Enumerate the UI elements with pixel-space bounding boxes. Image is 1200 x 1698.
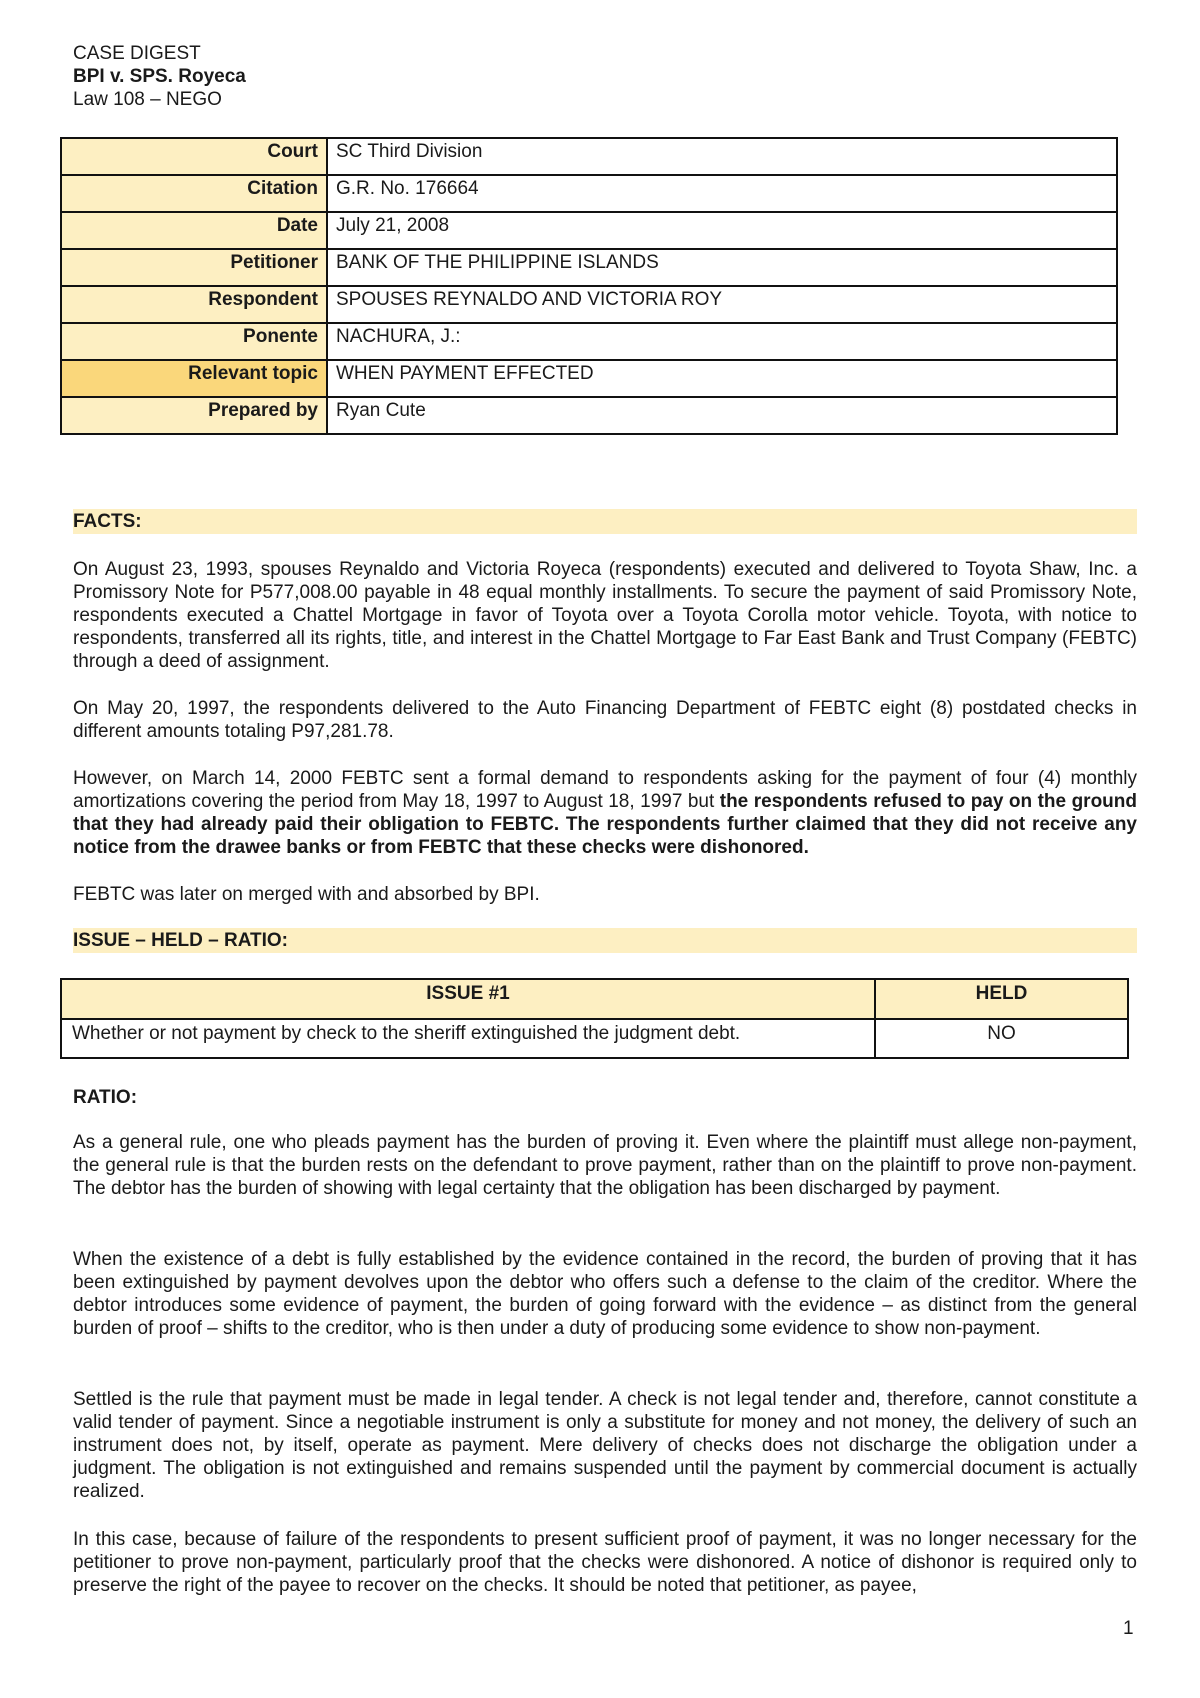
- case-info-label: Relevant topic: [61, 360, 327, 397]
- ratio-paragraph-3: Settled is the rule that payment must be made in legal tender. A check is not legal tender and, therefore, cannot constitute a valid tender of payment. Since a negotiable instrument is only a substitute for money and not money, the delivery of such an instrument does not, by itself, operate as payment. Mere delivery of checks does not discharge the obligation under a judgment. The obligation is not extinguished and remains suspended until the payment by commercial document is actually realized.: [73, 1389, 1137, 1502]
- issue-text: Whether or not payment by check to the sheriff extinguished the judgment debt.: [61, 1019, 875, 1058]
- document-header: [73, 42, 246, 111]
- header-course: Law 108 – NEGO: [73, 89, 222, 110]
- case-info-row: [61, 249, 1117, 286]
- facts-paragraph-1: On August 23, 1993, spouses Reynaldo and Victoria Royeca (respondents) executed and delivered to Toyota Shaw, Inc. a Promissory Note for P577,008.00 payable in 48 equal monthly installments. To secure the payment of said Promissory Note, respondents executed a Chattel Mortgage in favor of Toyota over a Toyota Corolla motor vehicle. Toyota, with notice to respondents, transferred all its rights, title, and interest in the Chattel Mortgage to Far East Bank and Trust Company (FEBTC) through a deed of assignment.: [73, 559, 1137, 672]
- held-column-header: HELD: [875, 979, 1128, 1019]
- facts-paragraph-4: FEBTC was later on merged with and absorbed by BPI.: [73, 884, 540, 905]
- case-info-row: [61, 138, 1117, 175]
- case-info-label: Citation: [61, 175, 327, 212]
- case-info-value: NACHURA, J.:: [327, 323, 1117, 360]
- case-info-row: [61, 397, 1117, 434]
- case-info-value: SC Third Division: [327, 138, 1117, 175]
- case-info-label: Petitioner: [61, 249, 327, 286]
- case-info-value: SPOUSES REYNALDO AND VICTORIA ROY: [327, 286, 1117, 323]
- case-info-table: [60, 137, 1118, 435]
- case-info-value: BANK OF THE PHILIPPINE ISLANDS: [327, 249, 1117, 286]
- case-info-label: Date: [61, 212, 327, 249]
- issue-table-header-row: [61, 979, 1128, 1019]
- facts-heading: FACTS:: [73, 509, 1137, 534]
- case-info-row: [61, 212, 1117, 249]
- issue-column-header: ISSUE #1: [61, 979, 875, 1019]
- case-info-label: Ponente: [61, 323, 327, 360]
- issue-table-row: [61, 1019, 1128, 1058]
- facts-paragraph-2: On May 20, 1997, the respondents delivered to the Auto Financing Department of FEBTC eight (8) postdated checks in different amounts totaling P97,281.78.: [73, 698, 1137, 742]
- header-doc-type: CASE DIGEST: [73, 43, 201, 64]
- issue-held-table: [60, 978, 1129, 1059]
- ratio-paragraph-1: As a general rule, one who pleads payment has the burden of proving it. Even where the plaintiff must allege non-payment, the general rule is that the burden rests on the defendant to prove payment, rather than on the plaintiff to prove non-payment. The debtor has the burden of showing with legal certainty that the obligation has been discharged by payment.: [73, 1132, 1137, 1199]
- issue-held-ratio-heading: ISSUE – HELD – RATIO:: [73, 928, 1137, 953]
- held-value: NO: [875, 1019, 1128, 1058]
- case-info-value: G.R. No. 176664: [327, 175, 1117, 212]
- ratio-paragraph-4: In this case, because of failure of the respondents to present sufficient proof of payment, it was no longer necessary for the petitioner to prove non-payment, particularly proof that the checks were dishonored. A notice of dishonor is required only to preserve the right of the payee to recover on the checks. It should be noted that petitioner, as payee,: [73, 1529, 1137, 1596]
- case-info-value: Ryan Cute: [327, 397, 1117, 434]
- case-info-row: [61, 286, 1117, 323]
- case-info-label: Respondent: [61, 286, 327, 323]
- case-info-value: July 21, 2008: [327, 212, 1117, 249]
- case-info-value: WHEN PAYMENT EFFECTED: [327, 360, 1117, 397]
- page-number: 1: [1123, 1618, 1134, 1639]
- header-case-title: BPI v. SPS. Royeca: [73, 66, 246, 87]
- case-info-row: [61, 360, 1117, 397]
- case-info-row: [61, 175, 1117, 212]
- facts-paragraph-3-bold: the respondents refused to pay on the ground that they had already paid their obligation to FEBTC. The respondents further claimed that they did not receive any notice from the drawee banks or from FEBTC that these checks were dishonored.: [73, 791, 1137, 858]
- case-info-row: [61, 323, 1117, 360]
- ratio-paragraph-2: When the existence of a debt is fully established by the evidence contained in the record, the burden of proving that it has been extinguished by payment devolves upon the debtor who offers such a defense to the claim of the creditor. Where the debtor introduces some evidence of payment, the burden of going forward with the evidence – as distinct from the general burden of proof – shifts to the creditor, who is then under a duty of producing some evidence to show non-payment.: [73, 1249, 1137, 1339]
- facts-paragraph-3-plain: However, on March 14, 2000 FEBTC sent a formal demand to respondents asking for the payment of four (4) monthly amortizations covering the period from May 18, 1997 to August 18, 1997 but: [73, 768, 1137, 812]
- case-info-label: Prepared by: [61, 397, 327, 434]
- ratio-heading: RATIO:: [73, 1087, 138, 1108]
- case-info-label: Court: [61, 138, 327, 175]
- facts-paragraph-3: [73, 767, 1137, 859]
